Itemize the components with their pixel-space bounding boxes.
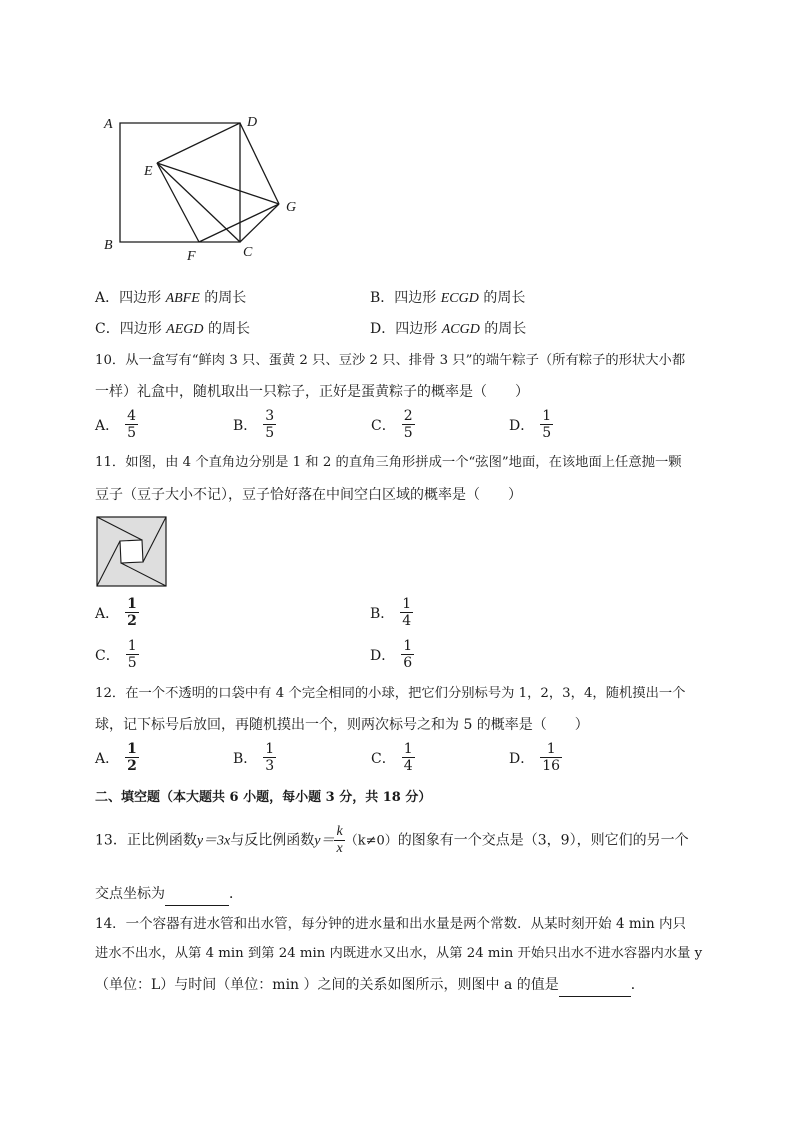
q10-option-d: D． $\frac{1}{5}$ (509, 408, 552, 441)
q13-stem-line1: 13．正比例函数y＝3x与反比例函数y＝ $\frac{k}{x}$ （k≠0）的图象有一个交点是（3，9），则它们的另一个 (95, 824, 689, 856)
q14-stem-line3: （单位：L）与时间（单位：min ）之间的关系如图所示，则图中 a 的值是 ． (95, 974, 645, 997)
q12-stem-line1: 12．在一个不透明的口袋中有 4 个完全相同的小球，把它们分别标号为 1，2，3，4，随机摸出一个 (95, 686, 686, 701)
label-C: C (243, 245, 253, 260)
q9-option-c: C．四边形 AEGD 的周长 (95, 321, 250, 337)
q14-stem-line1: 14．一个容器有进水管和出水管，每分钟的进水量和出水量是两个常数．从某时刻开始 4 min 内只 (95, 916, 686, 932)
label-F: F (187, 249, 196, 264)
geometry-figure (95, 108, 310, 268)
section-title: 二、填空题（本大题共 6 小题，每小题 3 分，共 18 分） (95, 790, 432, 805)
q12-stem-line2: 球，记下标号后放回，再随机摸出一个，则两次标号之和为 5 的概率是（ ） (95, 717, 589, 733)
pinwheel-figure (96, 516, 168, 588)
q9-option-a: A．四边形 ABFE 的周长 (95, 290, 247, 306)
label-E: E (144, 164, 153, 179)
label-G: G (286, 200, 297, 215)
q14-stem-line2: 进水不出水，从第 4 min 到第 24 min 内既进水又出水，从第 24 min 开始只出水不进水容器内水量 y (95, 946, 703, 961)
label-B: B (104, 238, 113, 253)
q11-option-c: C． $\frac{1}{5}$ (95, 638, 137, 671)
q12-option-d: D． $\frac{1}{16}$ (509, 741, 561, 774)
q12-option-a: A． $\frac{1}{2}$ (95, 741, 137, 774)
q11-stem-line2: 豆子（豆子大小不记），豆子恰好落在中间空白区域的概率是（ ） (95, 487, 522, 503)
q12-option-b: B． $\frac{1}{3}$ (233, 741, 275, 774)
q9-option-b: B．四边形 ECGD 的周长 (370, 290, 526, 306)
q11-option-a: A． $\frac{1}{2}$ (95, 596, 137, 629)
label-A: A (104, 117, 113, 132)
q10-stem-line1: 10．从一盒写有“鲜肉 3 只、蛋黄 2 只、豆沙 2 只、排骨 3 只”的端午粽子（所有粽子的形状大小都 (95, 353, 686, 368)
q10-option-c: C． $\frac{2}{5}$ (371, 408, 413, 441)
q10-stem-line2: 一样）礼盒中，随机取出一只粽子，正好是蛋黄粽子的概率是（ ） (95, 384, 529, 400)
q13-stem-line2: 交点坐标为 ． (95, 883, 243, 906)
q9-option-d: D．四边形 ACGD 的周长 (370, 321, 527, 337)
q10-option-a: A． $\frac{4}{5}$ (95, 408, 137, 441)
q11-option-b: B． $\frac{1}{4}$ (370, 596, 412, 629)
label-D: D (247, 115, 258, 130)
q10-option-b: B． $\frac{3}{5}$ (233, 408, 275, 441)
q12-option-c: C． $\frac{1}{4}$ (371, 741, 413, 774)
q11-option-d: D． $\frac{1}{6}$ (370, 638, 413, 671)
q11-stem-line1: 11．如图，由 4 个直角边分别是 1 和 2 的直角三角形拼成一个“弦图”地面，在该地面上任意抛一颗 (95, 455, 682, 470)
